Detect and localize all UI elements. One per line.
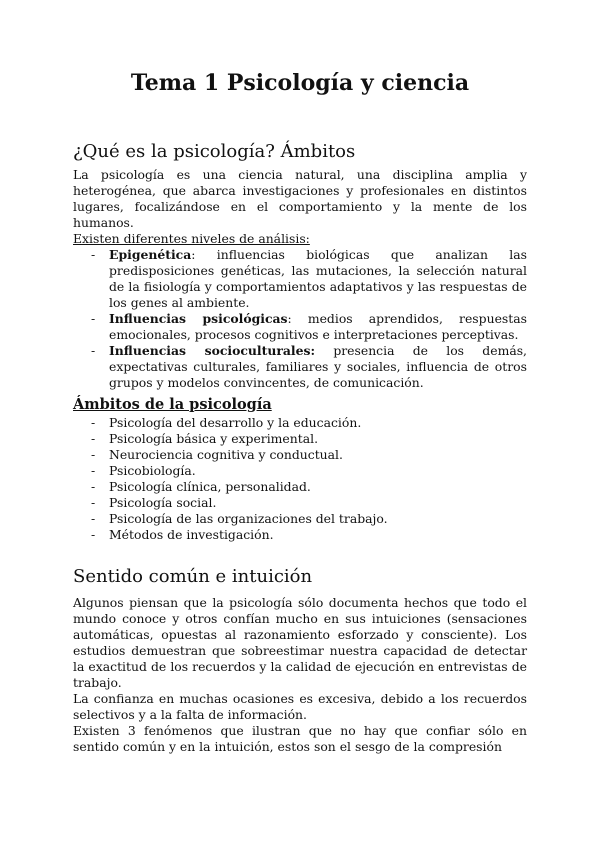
level-text: medios aprendidos, respuestas emocionales, procesos cognitivos e interpretaciones perceptivas.	[109, 311, 527, 342]
ambitos-list-block	[73, 415, 527, 543]
level-term: Influencias socioculturales:	[109, 343, 316, 358]
levels-heading: Existen diferentes niveles de análisis:	[73, 231, 310, 246]
list-item: - Neurociencia cognitiva y conductual.	[73, 447, 527, 463]
levels-list	[73, 247, 527, 391]
level-term: Influencias psicológicas	[109, 311, 288, 326]
list-item	[73, 343, 527, 391]
section-sentido-comun-body	[73, 595, 527, 755]
paragraph: Existen 3 fenómenos que ilustran que no hay que confiar sólo en sentido común y en la intuición, estos son el sesgo de la compresión	[73, 723, 527, 754]
paragraph: Algunos piensan que la psicología sólo documenta hechos que todo el mundo conoce y otros confían mucho en sus intuiciones (sensaciones automáticas, opuestas al razonamiento esforzado y consciente). Los estudios demuestran que sobreestimar nuestra capacidad de detectar la exactitud de los recuerdos y la calidad de ejecución en entrevistas de trabajo.	[73, 595, 527, 690]
section-que-es-body	[73, 167, 527, 391]
list-item: - Psicobiología.	[73, 463, 527, 479]
section-heading-sentido-comun: Sentido común e intuición	[73, 566, 313, 587]
list-item: - Psicología del desarrollo y la educación.	[73, 415, 527, 431]
list-item	[73, 247, 527, 311]
list-item: - Métodos de investigación.	[73, 527, 527, 543]
list-item: - Psicología básica y experimental.	[73, 431, 527, 447]
list-item: - Psicología social.	[73, 495, 527, 511]
section-heading-que-es: ¿Qué es la psicología? Ámbitos	[73, 141, 356, 162]
ambitos-list	[73, 415, 527, 543]
list-item: - Psicología de las organizaciones del trabajo.	[73, 511, 527, 527]
level-text: presencia de los demás, expectativas culturales, familiares y sociales, influencia de otros grupos y modelos convincentes, de comunicación.	[109, 343, 527, 390]
section-heading-ambitos: Ámbitos de la psicología	[73, 396, 272, 413]
list-item	[73, 311, 527, 343]
level-term: Epigenética	[109, 247, 192, 262]
list-item: - Psicología clínica, personalidad.	[73, 479, 527, 495]
page-title: Tema 1 Psicología y ciencia	[130, 70, 470, 96]
level-text: influencias biológicas que analizan las predisposiciones genéticas, las mutaciones, la selección natural de la fisiología y comportamientos adaptativos y las respuestas de los genes al ambiente.	[109, 247, 527, 310]
level-sep: :	[191, 247, 196, 262]
intro-paragraph: La psicología es una ciencia natural, una disciplina amplia y heterogénea, que abarca investigaciones y profesionales en distintos lugares, focalizándose en el comportamiento y la mente de los humanos.	[73, 167, 527, 230]
paragraph: La confianza en muchas ocasiones es excesiva, debido a los recuerdos selectivos y a la falta de información.	[73, 691, 527, 722]
level-sep: :	[287, 311, 292, 326]
